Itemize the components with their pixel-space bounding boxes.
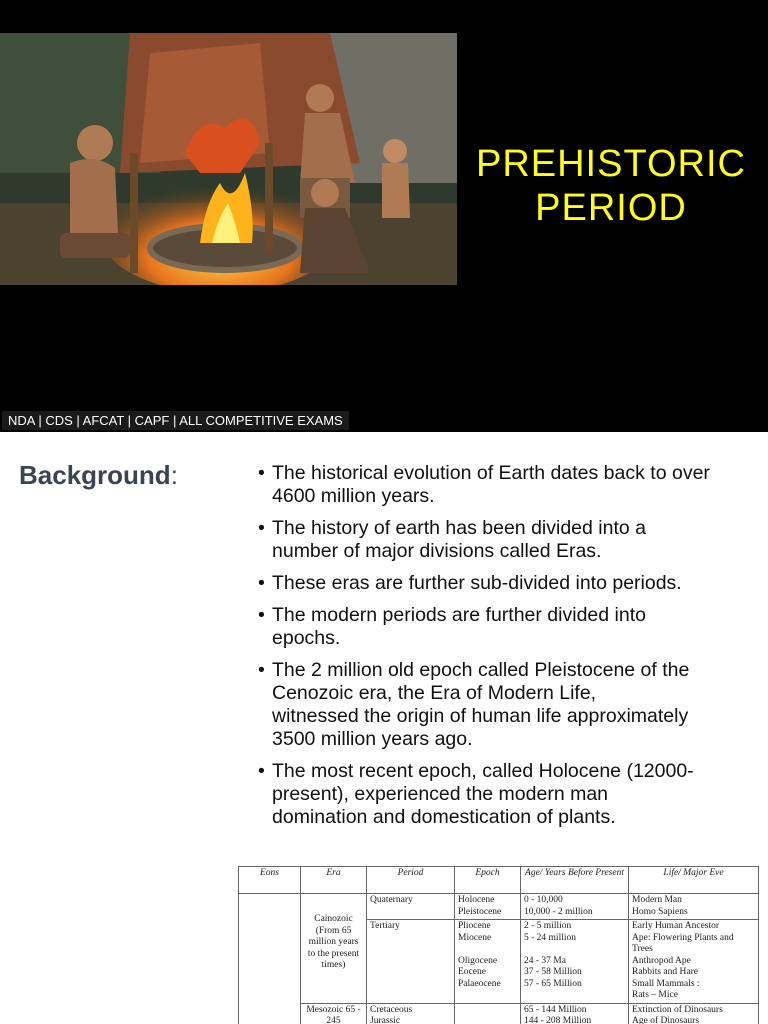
period-tertiary: Tertiary bbox=[367, 920, 455, 1004]
period-quaternary: Quaternary bbox=[367, 894, 455, 920]
table-header-row bbox=[239, 867, 759, 894]
bullet-line: number of major divisions called Eras. bbox=[272, 540, 602, 562]
ages-mesozoic: 65 - 144 Million 144 - 208 Million bbox=[521, 1003, 629, 1024]
era-cenozoic: Cainozoic (From 65 million years to the present times) bbox=[301, 894, 367, 1004]
bullet-line: 3500 million years ago. bbox=[272, 728, 473, 750]
bullet-line: • The 2 million old epoch called Pleistocene of the bbox=[272, 659, 690, 681]
era-mesozoic: Mesozoic 65 - 245 bbox=[301, 1003, 367, 1024]
header-period: Period bbox=[367, 867, 455, 894]
bullet-line: • The history of earth has been divided into a bbox=[272, 517, 646, 539]
periods-mesozoic: Cretaceous Jurassic bbox=[367, 1003, 455, 1024]
life-tertiary: Early Human Ancestor Ape: Flowering Plants and Trees Anthropod Ape Rabbits and Hare Small Mammals : Rats – Mice bbox=[629, 920, 759, 1004]
bullet-item bbox=[256, 572, 768, 595]
header-life: Life/ Major Eve bbox=[629, 867, 759, 894]
life-mesozoic: Extinction of Dinosaurs Age of Dinosaurs bbox=[629, 1003, 759, 1024]
title-slide bbox=[0, 0, 768, 432]
epochs-quaternary: Holocene Pleistocene bbox=[455, 894, 521, 920]
header-era: Era bbox=[301, 867, 367, 894]
bullet-item bbox=[256, 462, 768, 508]
ages-quaternary: 0 - 10,000 10,000 - 2 million bbox=[521, 894, 629, 920]
bullet-line: Cenozoic era, the Era of Modern Life, bbox=[272, 682, 597, 704]
background-heading bbox=[19, 460, 178, 491]
bullet-line: • These eras are further sub-divided into periods. bbox=[272, 572, 682, 594]
header-age: Age/ Years Before Present bbox=[521, 867, 629, 894]
bullet-item bbox=[256, 659, 768, 751]
bullet-item bbox=[256, 604, 768, 650]
eons-cell bbox=[239, 894, 301, 1024]
life-quaternary: Modern Man Homo Sapiens bbox=[629, 894, 759, 920]
bullet-line: 4600 million years. bbox=[272, 485, 435, 507]
bullet-line: • The most recent epoch, called Holocene (12000- bbox=[272, 760, 694, 782]
bullet-line: witnessed the origin of human life approximately bbox=[272, 705, 689, 727]
bullet-line: domination and domestication of plants. bbox=[272, 806, 616, 828]
cave-family-fire-illustration bbox=[0, 33, 457, 285]
table-row bbox=[239, 894, 759, 920]
epochs-tertiary: Pliocene Miocene Oligocene Eocene Palaeocene bbox=[455, 920, 521, 1004]
bullet-line: • The modern periods are further divided into bbox=[272, 604, 646, 626]
ages-tertiary: 2 - 5 million 5 - 24 million 24 - 37 Ma 37 - 58 Million 57 - 65 Million bbox=[521, 920, 629, 1004]
exam-footer-banner: NDA | CDS | AFCAT | CAPF | ALL COMPETITIVE EXAMS bbox=[2, 411, 349, 430]
table-row bbox=[239, 1003, 759, 1024]
geologic-era-table bbox=[238, 866, 759, 1024]
epochs-mesozoic bbox=[455, 1003, 521, 1024]
title-line-1: PREHISTORIC bbox=[475, 143, 746, 185]
header-epoch: Epoch bbox=[455, 867, 521, 894]
bullet-line: epochs. bbox=[272, 627, 341, 649]
background-bullet-list bbox=[256, 462, 768, 838]
heading-colon: : bbox=[170, 460, 178, 490]
bullet-item bbox=[256, 517, 768, 563]
bullet-line: present), experienced the modern man bbox=[272, 783, 609, 805]
background-slide bbox=[0, 432, 768, 1024]
heading-text: Background bbox=[19, 460, 171, 490]
title-line-2: PERIOD bbox=[535, 187, 687, 229]
bullet-line: • The historical evolution of Earth dates back to over bbox=[272, 462, 710, 484]
slide-title bbox=[458, 142, 764, 230]
header-eons: Eons bbox=[239, 867, 301, 894]
bullet-item bbox=[256, 760, 768, 829]
